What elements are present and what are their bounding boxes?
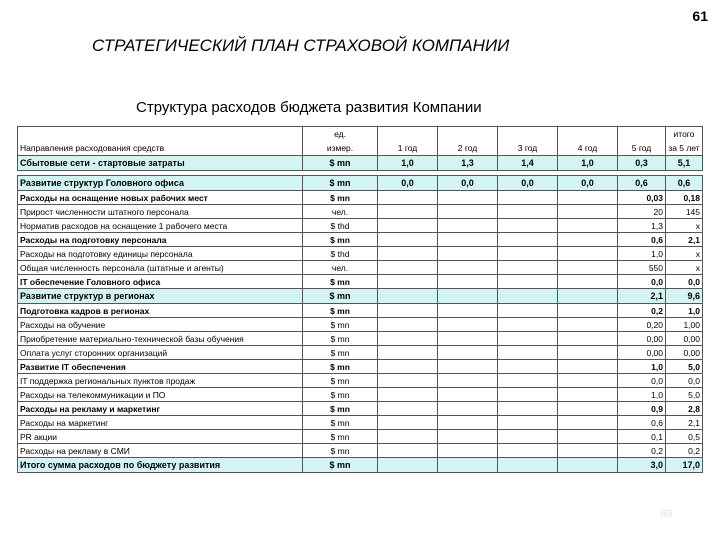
budget-table (17, 126, 703, 473)
table-row: Норматив расходов на оснащение 1 рабочего места $ thd 1,3 x (18, 219, 703, 233)
table-row: IT поддержка региональных пунктов продаж $ mn 0,0 0,0 (18, 374, 703, 388)
table-row: Прирост численности штатного персонала чел. 20 145 (18, 205, 703, 219)
page-title: СТРАТЕГИЧЕСКИЙ ПЛАН СТРАХОВОЙ КОМПАНИИ (92, 36, 510, 55)
table-row: Расходы на подготовку персонала $ mn 0,6 2,1 (18, 233, 703, 247)
table-header-row (18, 141, 703, 156)
table-row: IT обеспечение Головного офиса $ mn 0,0 0,0 (18, 275, 703, 289)
direction-header: Направления расходования средств (18, 141, 303, 156)
table-row: Расходы на рекламу и маркетинг $ mn 0,9 2,8 (18, 402, 703, 416)
table-row: Общая численность персонала (штатные и агенты) чел. 550 x (18, 261, 703, 275)
grand-total-row: Итого сумма расходов по бюджету развития $ mn 3,0 17,0 (18, 458, 703, 473)
unit-header: ед. (303, 127, 378, 142)
year-4-header: 4 год (558, 141, 618, 156)
year-3-header: 3 год (498, 141, 558, 156)
table-row: Оплата услуг сторонних организаций $ mn 0,00 0,00 (18, 346, 703, 360)
table-row: Приобретение материально-технической базы обучения $ mn 0,00 0,00 (18, 332, 703, 346)
unit-header: измер. (303, 141, 378, 156)
table-row: Расходы на оснащение новых рабочих мест $ mn 0,03 0,18 (18, 191, 703, 205)
year-1-header: 1 год (378, 141, 438, 156)
footer-slide-number: 69 (660, 508, 673, 520)
total-header: за 5 лет (666, 141, 703, 156)
head-office-row: Развитие структур Головного офиса $ mn 0,0 0,0 0,0 0,0 0,6 0,6 (18, 176, 703, 191)
year-2-header: 2 год (438, 141, 498, 156)
table-row: Расходы на рекламу в СМИ $ mn 0,2 0,2 (18, 444, 703, 458)
sales-network-row: Сбытовые сети - стартовые затраты $ mn 1,0 1,3 1,4 1,0 0,3 5,1 (18, 156, 703, 171)
table-row: Развитие IT обеспечения $ mn 1,0 5,0 (18, 360, 703, 374)
table-row: Расходы на подготовку единицы персонала $ thd 1,0 x (18, 247, 703, 261)
table-row: Расходы на маркетинг $ mn 0,6 2,1 (18, 416, 703, 430)
table-row: Подготовка кадров в регионах $ mn 0,2 1,0 (18, 304, 703, 318)
table-subtitle: Структура расходов бюджета развития Компании (136, 99, 482, 116)
regions-row: Развитие структур в регионах $ mn 2,1 9,6 (18, 289, 703, 304)
year-5-header: 5 год (618, 141, 666, 156)
table-row: PR акции $ mn 0,1 0,5 (18, 430, 703, 444)
table-header-row (18, 127, 703, 142)
total-header: итого (666, 127, 703, 142)
page-number: 61 (692, 8, 708, 24)
table-row: Расходы на обучение $ mn 0,20 1,00 (18, 318, 703, 332)
table-row: Расходы на телекоммуникации и ПО $ mn 1,0 5,0 (18, 388, 703, 402)
